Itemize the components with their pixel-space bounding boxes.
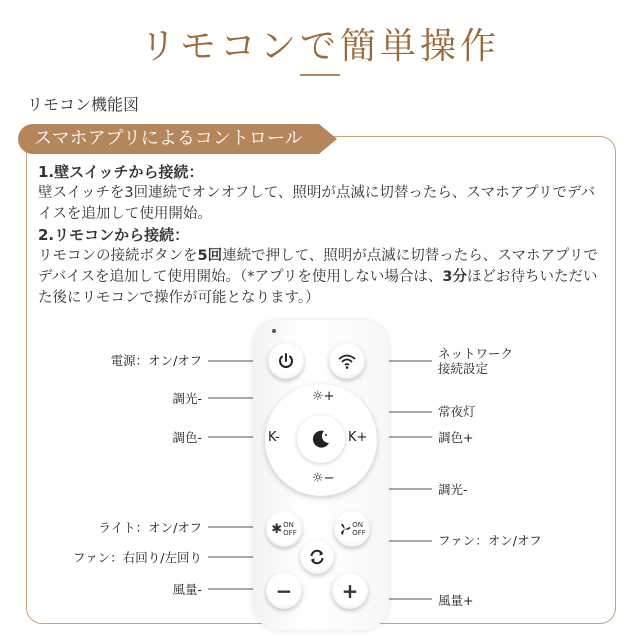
power-icon xyxy=(277,352,295,370)
step2-text-b: 連続で押して、照明が点滅に切替ったら、スマホアプリでデバイスを追加して使用開始。（*アプリを使用しない場合は、 xyxy=(38,248,598,285)
label-wind-plus: 風量+ xyxy=(438,593,474,608)
fan-on-off-text xyxy=(352,521,366,537)
section-subtitle: リモコン機能図 xyxy=(27,95,140,114)
network-button[interactable] xyxy=(329,343,365,379)
wifi-icon xyxy=(337,353,357,369)
dim-up-button[interactable] xyxy=(312,389,335,404)
section-tab: スマホアプリによるコントロール xyxy=(18,124,319,154)
dim-down-button[interactable] xyxy=(312,471,335,486)
fan-off-text: OFF xyxy=(352,529,366,537)
label-dim-down: 調光- xyxy=(438,482,468,497)
light-off-text: OFF xyxy=(283,529,297,537)
brightness-icon: ☼ xyxy=(312,389,324,404)
label-dim-up: 調光- xyxy=(172,391,202,406)
label-fan-direction: ファン：右回り/左回り xyxy=(73,550,202,565)
light-toggle-button[interactable] xyxy=(266,511,302,547)
fan-on-text: ON xyxy=(352,521,363,529)
step2-text-c: ほどお待ちいただいた後にリモコンで操作が可能となります。） xyxy=(38,269,598,306)
label-wind-minus: 風量- xyxy=(172,582,202,597)
rotate-icon xyxy=(308,548,326,566)
wind-minus-button[interactable]: − xyxy=(266,573,302,609)
step2-text-a: リモコンの接続ボタンを xyxy=(38,248,198,264)
brightness-icon: ✱ xyxy=(271,521,283,537)
fan-toggle-button[interactable] xyxy=(334,511,370,547)
step1-heading: 1.壁スイッチから接続： xyxy=(38,163,204,181)
dim-up-mark: + xyxy=(323,389,335,404)
wind-plus-button[interactable]: + xyxy=(332,573,368,609)
moon-icon xyxy=(310,428,332,450)
step1-body: 壁スイッチを3回連続でオンオフして、照明が点滅に切替ったら、スマホアプリでデバイスを追加して使用開始。 xyxy=(38,185,596,222)
label-light-toggle: ライト：オン/オフ xyxy=(98,520,202,535)
dim-down-mark: − xyxy=(323,471,335,486)
page-title: リモコンで簡単操作 xyxy=(139,26,500,67)
brightness-icon: ☼ xyxy=(312,471,324,486)
label-power: 電源：オン/オフ xyxy=(110,353,202,368)
label-color-plus: 調色+ xyxy=(438,430,474,445)
power-button[interactable] xyxy=(268,343,304,379)
fan-direction-button[interactable] xyxy=(300,540,334,574)
light-on-off-text xyxy=(283,521,297,537)
fan-icon xyxy=(338,523,351,536)
step2-bold-a: 5回 xyxy=(197,248,223,264)
color-minus-button[interactable]: K- xyxy=(268,430,280,445)
label-fan-toggle: ファン：オン/オフ xyxy=(438,533,542,548)
step2-heading: 2.リモコンから接続： xyxy=(38,226,190,244)
light-on-text: ON xyxy=(283,521,294,529)
color-plus-button[interactable]: K+ xyxy=(348,430,368,445)
indicator-led xyxy=(272,329,276,333)
label-color-minus: 調色- xyxy=(172,430,202,445)
label-night-light: 常夜灯 xyxy=(438,404,476,419)
night-light-button[interactable] xyxy=(297,415,345,463)
step2-bold-b: 3分 xyxy=(442,269,467,285)
label-network: ネットワーク 接続設定 xyxy=(438,346,514,376)
